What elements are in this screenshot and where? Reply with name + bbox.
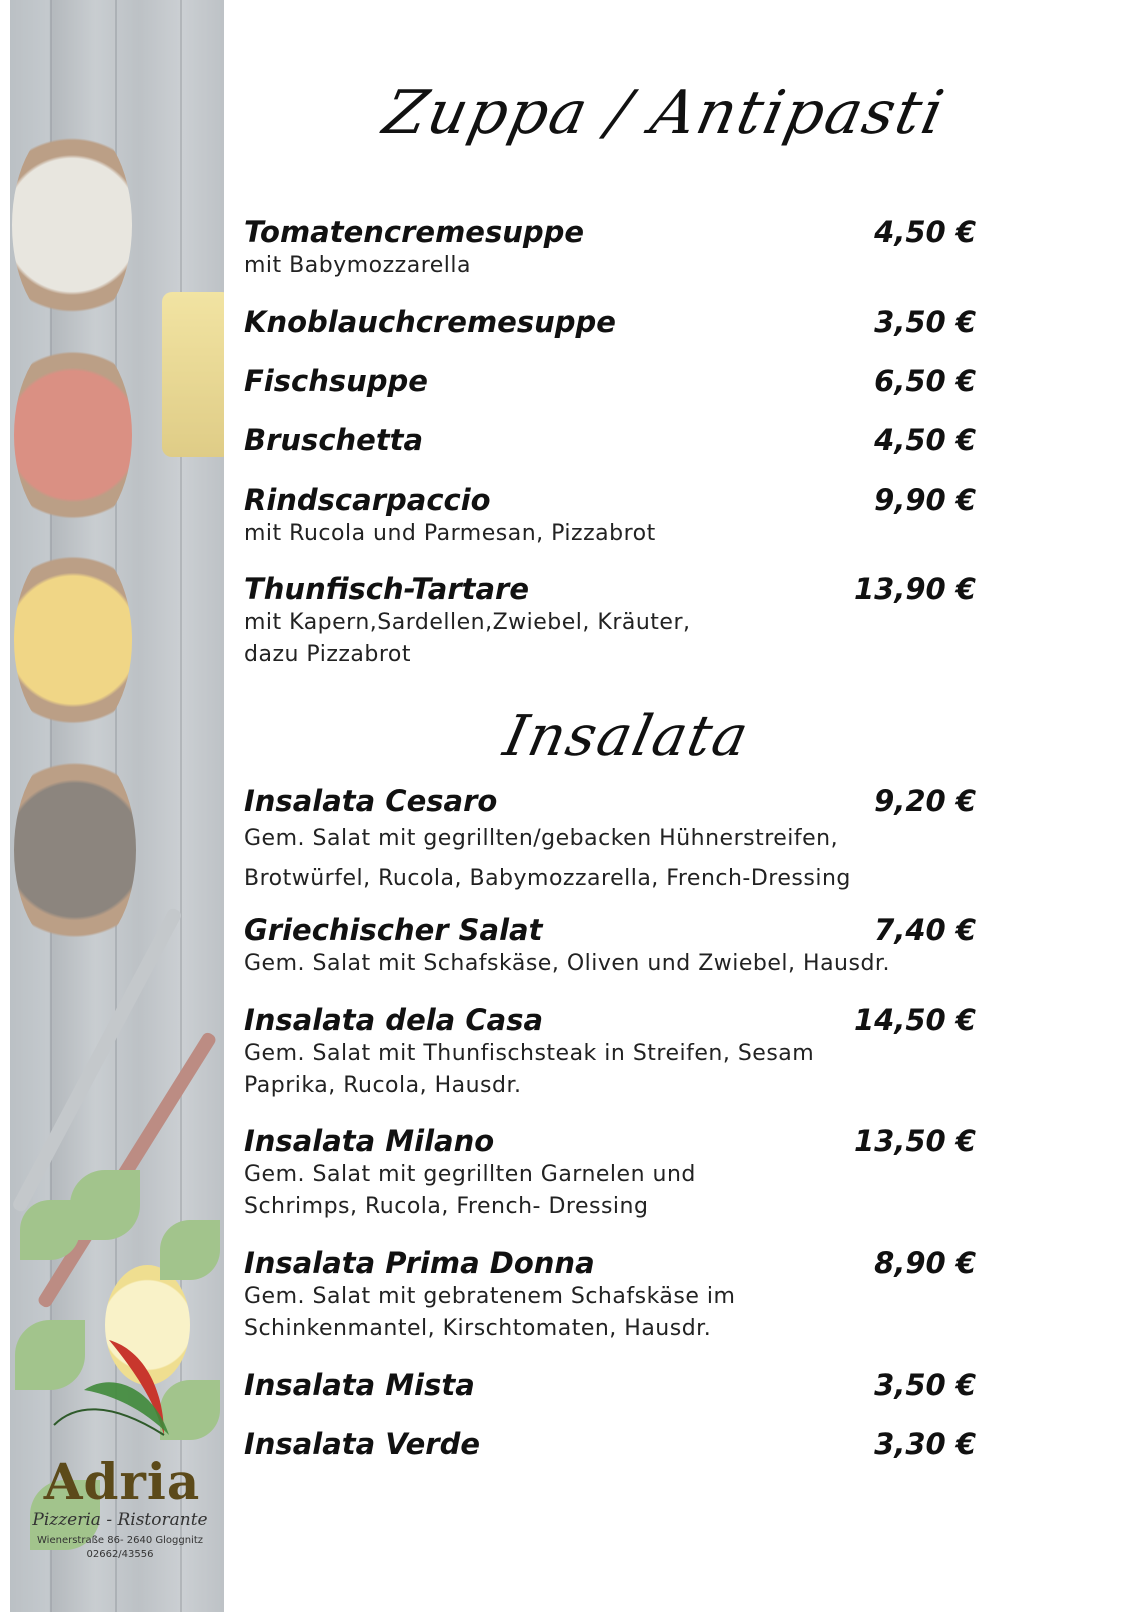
item-price: 13,90 € [853,572,976,606]
item-price: 4,50 € [874,423,976,457]
logo-address: Wienerstraße 86- 2640 Gloggnitz [37,1535,203,1546]
item-description: Gem. Salat mit Thunfischsteak in Streifen, Sesam [244,1041,815,1066]
item-description: Gem. Salat mit gegrillten Garnelen und [244,1162,696,1187]
item-price: 6,50 € [874,364,976,398]
item-description: mit Kapern,Sardellen,Zwiebel, Kräuter, [244,610,691,635]
menu-item [244,783,976,899]
item-name: Rindscarpaccio [244,483,491,517]
logo-name: Adria [43,1452,201,1511]
menu-item [244,422,976,458]
item-description: dazu Pizzabrot [244,642,412,667]
item-price: 3,30 € [874,1427,976,1461]
knife-image [36,1031,217,1310]
menu-item [244,304,976,340]
item-description: Schrimps, Rucola, French- Dressing [244,1194,649,1219]
logo-subtitle: Pizzeria - Ristorante [32,1510,208,1530]
item-description: Schinkenmantel, Kirschtomaten, Hausdr. [244,1316,712,1341]
section-heading-zuppa-antipasti: Zuppa / Antipasti [377,78,952,148]
item-price: 13,50 € [853,1124,976,1158]
menu-item [244,1426,976,1462]
logo-phone: 02662/43556 [86,1549,154,1560]
item-price: 3,50 € [874,1368,976,1402]
item-name: Insalata dela Casa [244,1003,544,1037]
item-price: 3,50 € [874,305,976,339]
item-price: 7,40 € [874,913,976,947]
item-description: mit Babymozzarella [244,253,471,278]
menu-item [244,214,976,282]
oil-glass-image [162,292,224,457]
item-name: Insalata Cesaro [244,784,498,818]
item-name: Griechischer Salat [244,913,543,947]
item-price: 14,50 € [853,1003,976,1037]
section-heading-insalata: Insalata [498,704,756,769]
turmeric-bowl-image [14,540,132,740]
item-price: 8,90 € [874,1246,976,1280]
menu-item [244,1367,976,1403]
item-price: 9,90 € [874,483,976,517]
logo-swoosh-icon [14,1330,226,1440]
item-description: Gem. Salat mit gegrillten/gebacken Hühnerstreifen, [244,826,839,851]
menu-item [244,571,976,671]
item-description: Gem. Salat mit gebratenem Schafskäse im [244,1284,736,1309]
item-name: Thunfisch-Tartare [244,572,530,606]
menu-item [244,912,976,980]
item-name: Insalata Prima Donna [244,1246,595,1280]
menu-item [244,363,976,399]
item-description: Brotwürfel, Rucola, Babymozzarella, French-Dressing [244,866,851,891]
item-name: Insalata Milano [244,1124,495,1158]
item-name: Knoblauchcremesuppe [244,305,616,339]
restaurant-logo [14,1360,226,1600]
fork-image [11,907,183,1214]
menu-item [244,1245,976,1345]
item-name: Fischsuppe [244,364,428,398]
item-name: Tomatencremesuppe [244,215,585,249]
item-description: Paprika, Rucola, Hausdr. [244,1073,522,1098]
pepper-bowl-image [12,120,132,330]
item-price: 9,20 € [874,784,976,818]
item-description: Gem. Salat mit Schafskäse, Oliven und Zwiebel, Hausdr. [244,951,890,976]
item-description: mit Rucola und Parmesan, Pizzabrot [244,521,656,546]
menu-item [244,482,976,550]
item-name: Insalata Mista [244,1368,475,1402]
menu-item [244,1002,976,1102]
item-price: 4,50 € [874,215,976,249]
peppercorn-bowl-image [14,745,136,955]
item-name: Insalata Verde [244,1427,481,1461]
menu-item [244,1123,976,1223]
paprika-bowl-image [14,335,132,535]
item-name: Bruschetta [244,423,424,457]
